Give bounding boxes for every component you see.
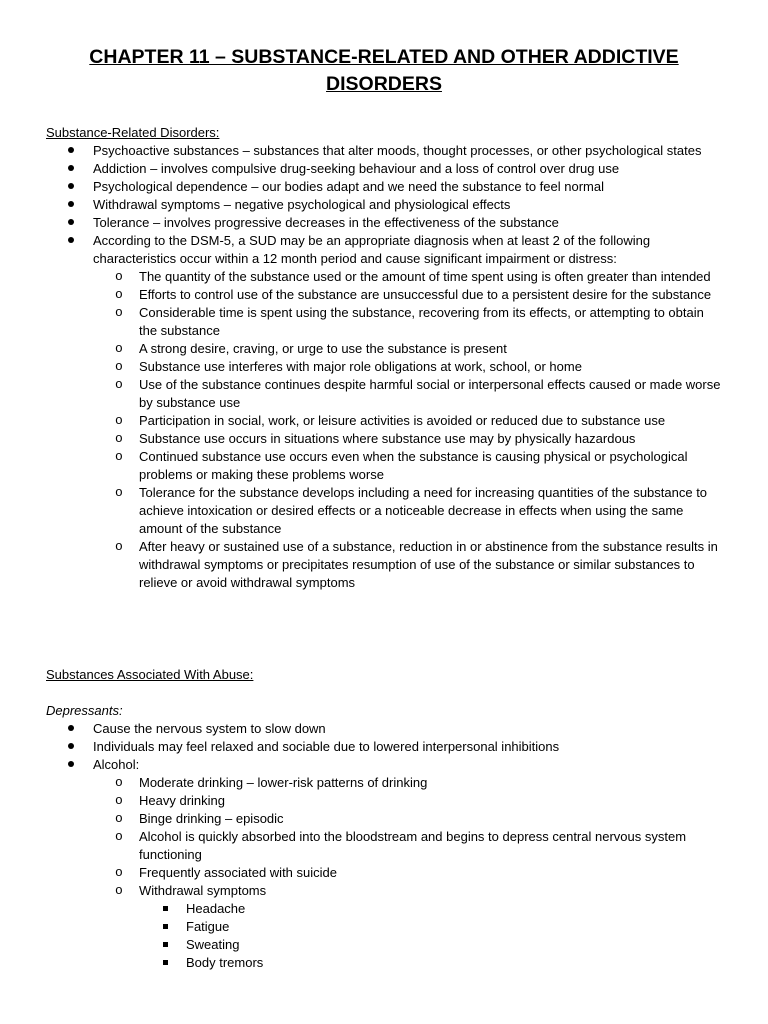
circle-marker: o: [115, 539, 123, 554]
circle-marker: o: [115, 829, 123, 844]
square-marker: [163, 936, 168, 954]
list-item-text: Psychological dependence – our bodies adapt and we need the substance to feel normal: [93, 179, 604, 194]
criteria-item-text: A strong desire, craving, or urge to use the substance is present: [139, 341, 507, 356]
alcohol-item: [0, 828, 768, 864]
page-title: [60, 44, 708, 98]
criteria-item: [0, 340, 768, 358]
subheading-depressants: Depressants:: [46, 703, 123, 718]
criteria-item: [0, 484, 768, 538]
list-item: [0, 142, 768, 160]
criteria-item-text: Participation in social, work, or leisure activities is avoided or reduced due to substance use: [139, 413, 666, 428]
list-item-text: Addiction – involves compulsive drug-seeking behaviour and a loss of control over drug use: [93, 161, 620, 176]
circle-marker: o: [115, 449, 123, 464]
circle-marker: o: [115, 377, 123, 392]
circle-marker: o: [115, 865, 123, 880]
criteria-item-text: After heavy or sustained use of a substance, reduction in or abstinence from the substance results in withdrawal symptoms or precipitates resumption of use of the substance or similar substances to relieve or avoid withdrawal symptoms: [139, 539, 718, 590]
section-heading-substances-abuse: Substances Associated With Abuse:: [46, 667, 254, 682]
bullet-marker: [68, 196, 74, 214]
list-item: [0, 178, 768, 196]
list-item-text: Withdrawal symptoms – negative psychological and physiological effects: [93, 197, 511, 212]
title-line-2: DISORDERS: [326, 73, 442, 95]
list-item-text: According to the DSM-5, a SUD may be an appropriate diagnosis when at least 2 of the following characteristics occur within a 12 month period and cause significant impairment or distress:: [93, 233, 651, 266]
criteria-item: [0, 538, 768, 592]
criteria-item: [0, 268, 768, 286]
list-item: [0, 738, 768, 756]
symptom-item-text: Body tremors: [186, 955, 264, 970]
section2-bullet-list: [0, 720, 768, 972]
criteria-item-text: The quantity of the substance used or the amount of time spent using is often greater than intended: [139, 269, 711, 284]
list-item-text: Psychoactive substances – substances that alter moods, thought processes, or other psychological states: [93, 143, 702, 158]
alcohol-item: [0, 810, 768, 828]
bullet-marker: [68, 142, 74, 160]
section-heading-substance-related: Substance-Related Disorders:: [46, 125, 220, 140]
circle-marker: o: [115, 287, 123, 302]
bullet-marker: [68, 720, 74, 738]
bullet-marker: [68, 738, 74, 756]
symptom-item-text: Sweating: [186, 937, 240, 952]
bullet-marker: [68, 214, 74, 232]
symptom-item-text: Headache: [186, 901, 246, 916]
circle-marker: o: [115, 883, 123, 898]
bullet-marker: [68, 178, 74, 196]
symptom-item-text: Fatigue: [186, 919, 230, 934]
criteria-item: [0, 430, 768, 448]
circle-marker: o: [115, 811, 123, 826]
list-item-text: Cause the nervous system to slow down: [93, 721, 326, 736]
alcohol-item-text: Frequently associated with suicide: [139, 865, 337, 880]
list-item: [0, 196, 768, 214]
criteria-item: [0, 412, 768, 430]
criteria-item-text: Efforts to control use of the substance are unsuccessful due to a persistent desire for the substance: [139, 287, 712, 302]
circle-marker: o: [115, 485, 123, 500]
list-item: [0, 214, 768, 232]
circle-marker: o: [115, 359, 123, 374]
criteria-item: [0, 376, 768, 412]
criteria-item-text: Substance use interferes with major role obligations at work, school, or home: [139, 359, 582, 374]
square-marker: [163, 918, 168, 936]
criteria-item: [0, 286, 768, 304]
circle-marker: o: [115, 775, 123, 790]
criteria-item-text: Tolerance for the substance develops including a need for increasing quantities of the substance to achieve intoxication or desired effects or a noticeable decrease in effects when using the same amount of the substance: [139, 485, 708, 536]
alcohol-item: [0, 864, 768, 882]
list-item-text: Tolerance – involves progressive decreases in the effectiveness of the substance: [93, 215, 559, 230]
bullet-marker: [68, 756, 74, 774]
symptom-item: [0, 936, 768, 954]
circle-marker: o: [115, 305, 123, 320]
alcohol-item-text: Alcohol is quickly absorbed into the bloodstream and begins to depress central nervous system functioning: [139, 829, 687, 862]
alcohol-item: [0, 774, 768, 792]
symptom-item: [0, 954, 768, 972]
list-item: [0, 160, 768, 178]
list-item-text: Alcohol:: [93, 757, 140, 772]
alcohol-item-text: Withdrawal symptoms: [139, 883, 267, 898]
circle-marker: o: [115, 269, 123, 284]
symptom-item: [0, 900, 768, 918]
criteria-item: [0, 304, 768, 340]
alcohol-item-text: Binge drinking – episodic: [139, 811, 284, 826]
list-item: [0, 232, 768, 268]
symptom-item: [0, 918, 768, 936]
circle-marker: o: [115, 341, 123, 356]
list-item: [0, 720, 768, 738]
alcohol-item-text: Heavy drinking: [139, 793, 225, 808]
circle-marker: o: [115, 793, 123, 808]
alcohol-item-text: Moderate drinking – lower-risk patterns of drinking: [139, 775, 428, 790]
criteria-item-text: Considerable time is spent using the substance, recovering from its effects, or attempting to obtain the substance: [139, 305, 704, 338]
criteria-item-text: Continued substance use occurs even when the substance is causing physical or psychological problems or making these problems worse: [139, 449, 688, 482]
bullet-marker: [68, 232, 74, 250]
list-item-text: Individuals may feel relaxed and sociable due to lowered interpersonal inhibitions: [93, 739, 560, 754]
criteria-item-text: Substance use occurs in situations where substance use may by physically hazardous: [139, 431, 636, 446]
circle-marker: o: [115, 431, 123, 446]
alcohol-item: [0, 882, 768, 900]
list-item: [0, 756, 768, 774]
square-marker: [163, 900, 168, 918]
criteria-item: [0, 358, 768, 376]
square-marker: [163, 954, 168, 972]
section1-bullet-list: [0, 142, 768, 592]
title-line-1: CHAPTER 11 – SUBSTANCE-RELATED AND OTHER ADDICTIVE: [89, 46, 679, 68]
circle-marker: o: [115, 413, 123, 428]
criteria-item: [0, 448, 768, 484]
alcohol-item: [0, 792, 768, 810]
bullet-marker: [68, 160, 74, 178]
criteria-item-text: Use of the substance continues despite harmful social or interpersonal effects caused or made worse by substance use: [139, 377, 721, 410]
